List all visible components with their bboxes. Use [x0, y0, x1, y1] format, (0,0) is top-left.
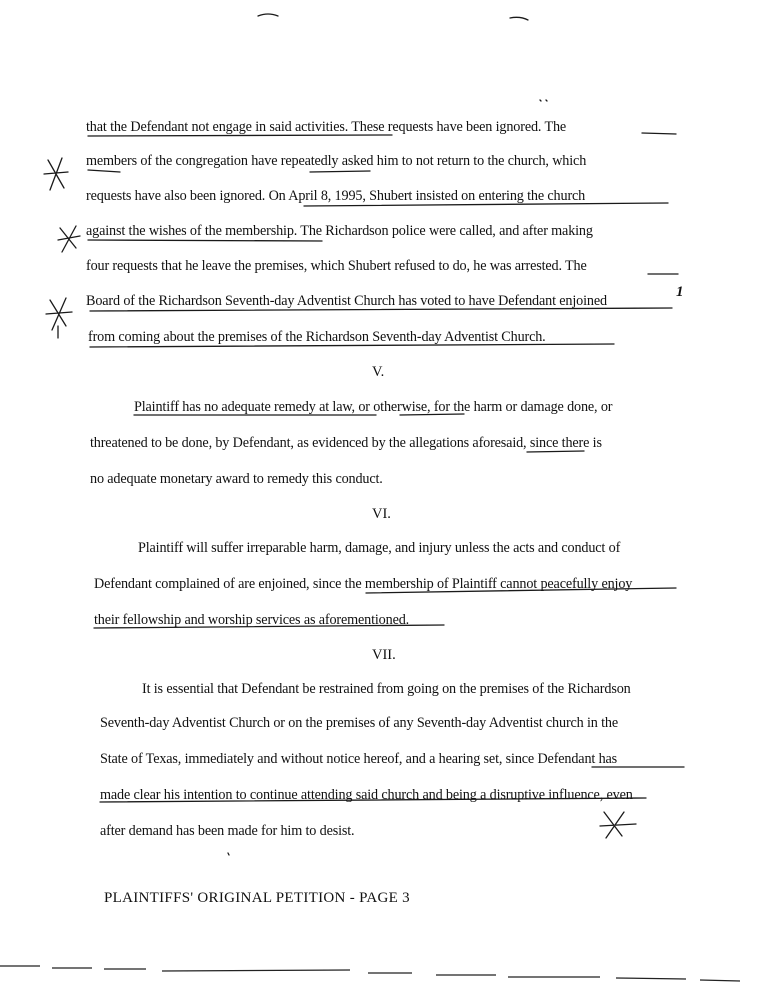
- text-line: threatened to be done, by Defendant, as evidenced by the allegations aforesaid, since there is: [90, 435, 602, 451]
- text-line: requests have also been ignored. On April 8, 1995, Shubert insisted on entering the church: [86, 188, 586, 204]
- asterisk-mark: [46, 298, 72, 338]
- pen-underline: [88, 170, 120, 172]
- text-line: Defendant complained of are enjoined, since the membership of Plaintiff cannot peacefully enjoy: [94, 576, 633, 592]
- text-line: that the Defendant not engage in said activities. These requests have been ignored. The: [86, 119, 567, 135]
- text-line: State of Texas, immediately and without notice hereof, and a hearing set, since Defendant has: [100, 751, 618, 767]
- scan-speck: [228, 853, 229, 855]
- asterisk-mark: [44, 158, 68, 190]
- pen-underline: [88, 240, 322, 241]
- text-line: Plaintiff has no adequate remedy at law, or otherwise, for the harm or damage done, or: [134, 399, 613, 415]
- scan-speck: [540, 100, 547, 101]
- scan-speck: [258, 14, 278, 16]
- page-footer: PLAINTIFFS' ORIGINAL PETITION - PAGE 3: [104, 890, 410, 906]
- text-line: against the wishes of the membership. The Richardson police were called, and after making: [86, 223, 593, 239]
- section-heading-vi: VI.: [372, 506, 391, 522]
- asterisk-mark: [58, 226, 80, 252]
- scan-edge-dash: [616, 978, 686, 979]
- pen-underline: [642, 133, 676, 134]
- margin-note-number: 1: [676, 284, 684, 300]
- text-line: Board of the Richardson Seventh-day Adventist Church has voted to have Defendant enjoined: [86, 293, 607, 309]
- text-line: four requests that he leave the premises, which Shubert refused to do, he was arrested. The: [86, 258, 587, 274]
- scan-edge-dash: [162, 970, 350, 971]
- text-line: It is essential that Defendant be restrained from going on the premises of the Richardson: [142, 681, 631, 697]
- text-line: members of the congregation have repeatedly asked him to not return to the church, which: [86, 153, 587, 169]
- pen-underline: [310, 171, 370, 172]
- scan-speck: [510, 17, 528, 20]
- text-line: from coming about the premises of the Richardson Seventh-day Adventist Church.: [88, 329, 546, 345]
- section-heading-vii: VII.: [372, 647, 396, 663]
- text-line: after demand has been made for him to desist.: [100, 823, 355, 839]
- text-line: no adequate monetary award to remedy this conduct.: [90, 471, 383, 487]
- text-line: made clear his intention to continue attending said church and being a disruptive influence, even: [100, 787, 633, 803]
- text-line: their fellowship and worship services as aforementioned.: [94, 612, 410, 628]
- asterisk-mark: [600, 812, 636, 838]
- text-line: Plaintiff will suffer irreparable harm, damage, and injury unless the acts and conduct of: [138, 540, 621, 556]
- section-heading-v: V.: [372, 364, 385, 380]
- scan-edge-dash: [700, 980, 740, 981]
- text-line: Seventh-day Adventist Church or on the premises of any Seventh-day Adventist church in the: [100, 715, 619, 731]
